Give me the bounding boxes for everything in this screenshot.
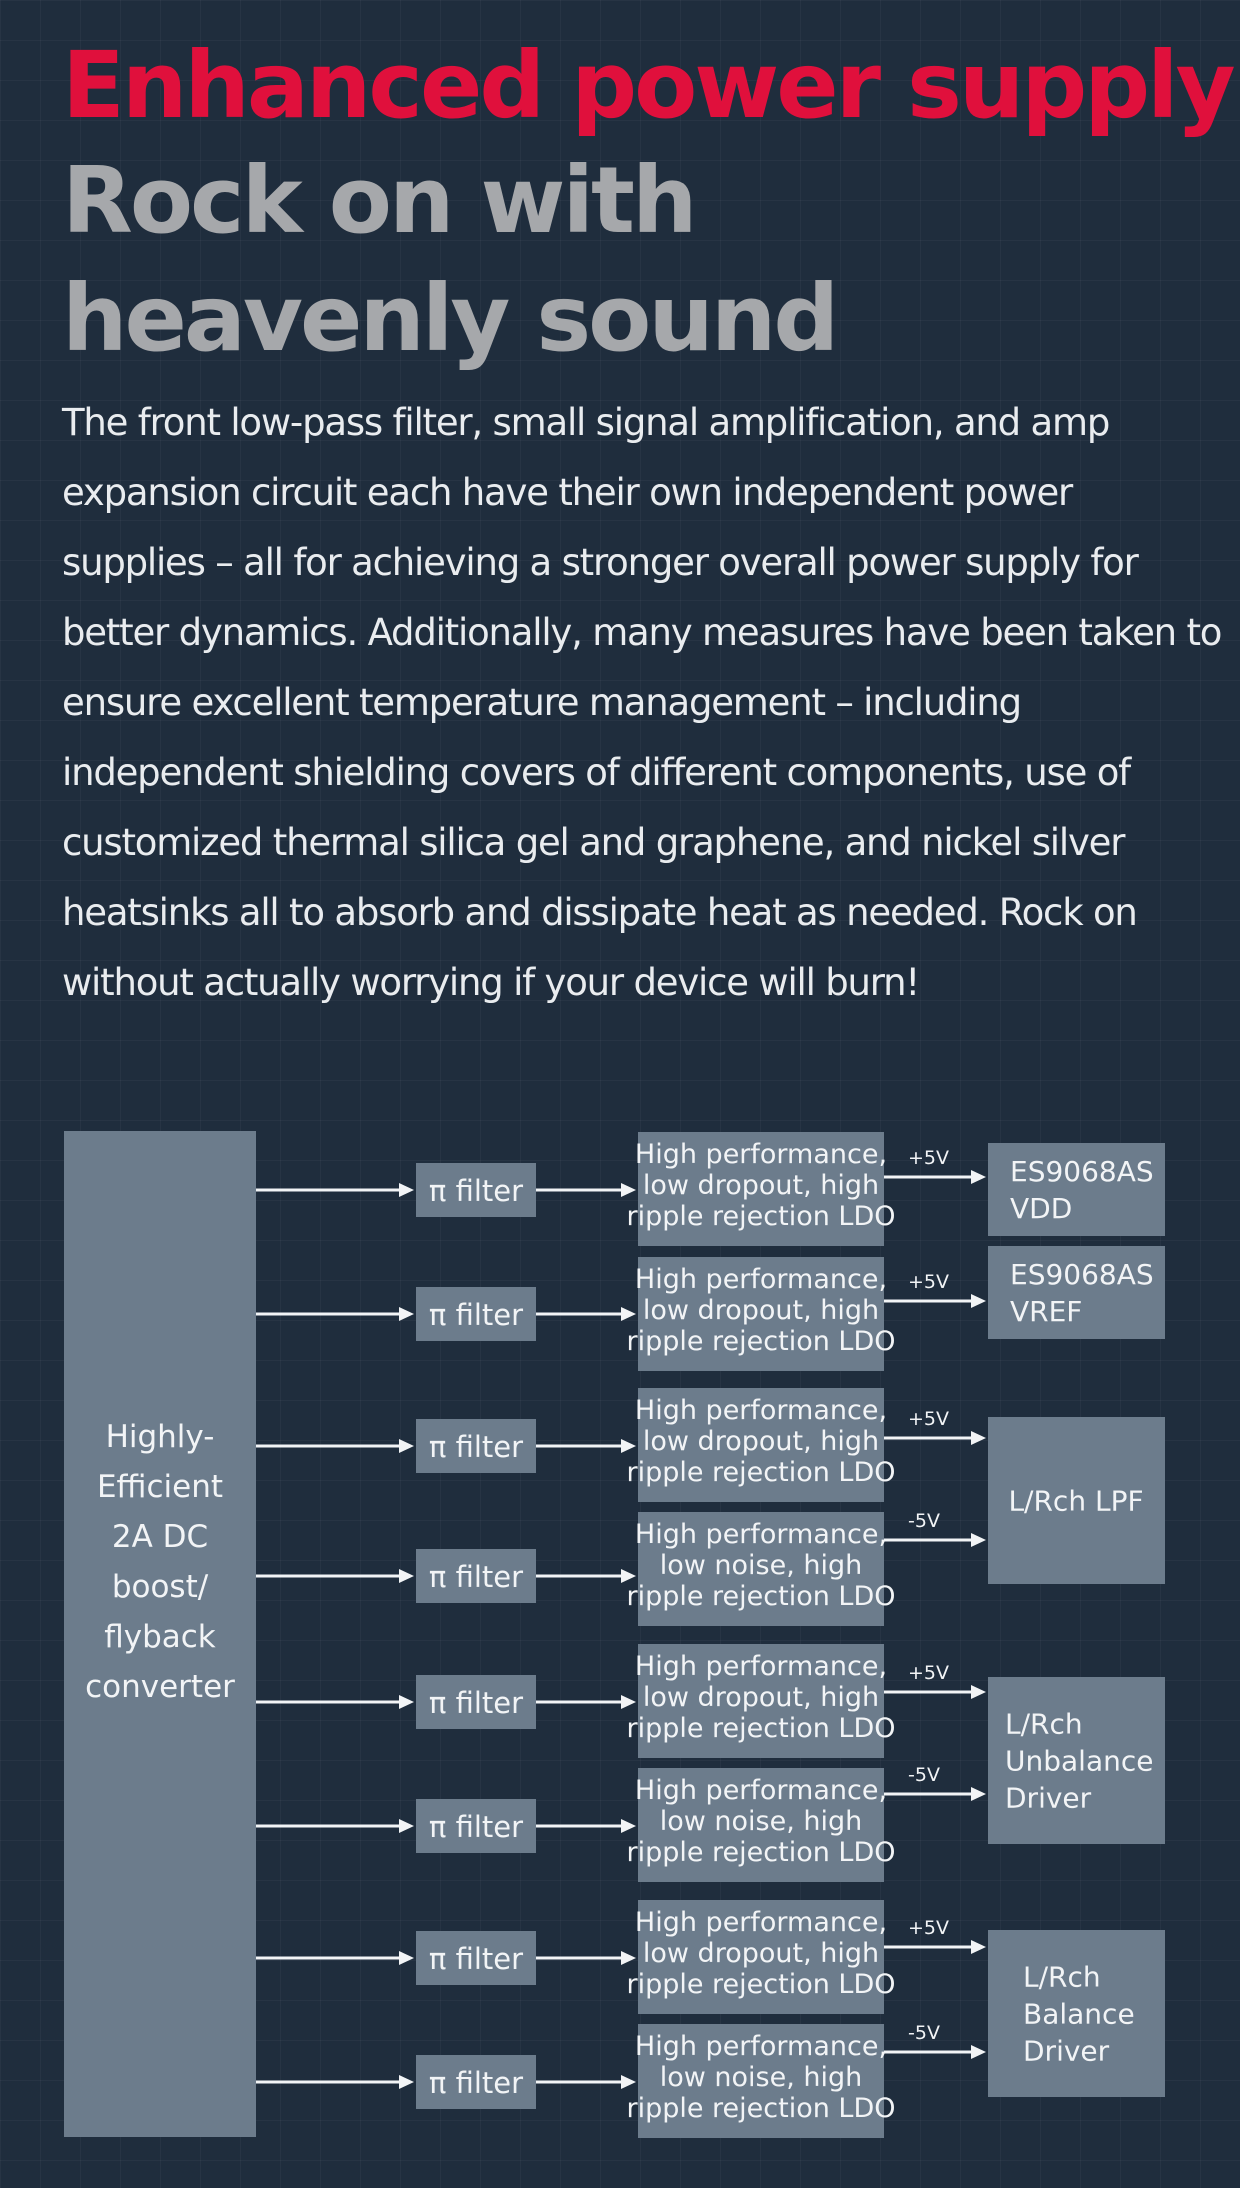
ldo-label-line: ripple rejection LDO	[626, 1457, 896, 1488]
ldo-label-line: low noise, high	[659, 1550, 863, 1581]
ldo-label-line: low dropout, high	[642, 1426, 880, 1457]
voltage-label: +5V	[908, 1271, 950, 1293]
arrow-to-target-5-head	[971, 1685, 986, 1699]
ldo-label-line: High performance,	[634, 1139, 888, 1170]
arrow-to-target-6-head	[971, 1787, 986, 1801]
ldo-label-line: low dropout, high	[642, 1295, 880, 1326]
arrow-to-target-3-head	[971, 1431, 986, 1445]
arrow-to-filter-8-head	[399, 2075, 414, 2089]
pi-filter-label: π filter	[428, 1686, 524, 1720]
arrow-to-ldo-8-head	[621, 2075, 636, 2089]
target-label-line: VDD	[1010, 1192, 1073, 1225]
page-subtitle: Rock on with heavenly sound	[62, 147, 837, 372]
converter-label-line: Efficient	[96, 1469, 224, 1505]
arrow-to-ldo-7-head	[621, 1951, 636, 1965]
pi-filter-label: π filter	[428, 2066, 524, 2100]
arrow-to-target-7-head	[971, 1940, 986, 1954]
voltage-label: +5V	[908, 1662, 950, 1684]
ldo-label-line: low dropout, high	[642, 1938, 880, 1969]
ldo-label	[626, 1264, 895, 1357]
arrow-to-target-2-head	[971, 1294, 986, 1308]
target-label-line: L/Rch LPF	[1008, 1484, 1144, 1518]
ldo-label-line: low noise, high	[659, 2062, 863, 2093]
page-title: Enhanced power supply	[62, 32, 1233, 139]
ldo-label-line: low dropout, high	[642, 1682, 880, 1713]
ldo-label	[626, 1395, 895, 1488]
ldo-label-line: High performance,	[634, 1519, 888, 1550]
target-label-line: Unbalance	[1005, 1744, 1154, 1778]
arrow-to-target-8-head	[971, 2045, 986, 2059]
voltage-label: -5V	[908, 1510, 940, 1532]
arrow-to-ldo-2-head	[621, 1307, 636, 1321]
pi-filter-label: π filter	[428, 1942, 524, 1976]
pi-filter-label: π filter	[428, 1810, 524, 1844]
pi-filter-label: π filter	[428, 1174, 524, 1208]
ldo-label	[626, 1139, 895, 1232]
ldo-label-line: High performance,	[634, 2031, 888, 2062]
ldo-label-line: ripple rejection LDO	[626, 1581, 896, 1612]
ldo-label-line: High performance,	[634, 1395, 888, 1426]
ldo-label-line: High performance,	[634, 1775, 888, 1806]
voltage-label: +5V	[908, 1917, 950, 1939]
ldo-label-line: High performance,	[634, 1907, 888, 1938]
ldo-label	[626, 1775, 895, 1868]
arrow-to-ldo-6-head	[621, 1819, 636, 1833]
converter-label-line: boost/	[111, 1569, 209, 1605]
target-label-line: L/Rch	[1023, 1960, 1101, 1994]
ldo-label-line: ripple rejection LDO	[626, 1837, 896, 1868]
converter-label-line: flyback	[104, 1619, 216, 1655]
voltage-label: -5V	[908, 2022, 940, 2044]
ldo-label-line: low dropout, high	[642, 1170, 880, 1201]
ldo-label-line: ripple rejection LDO	[626, 1201, 896, 1232]
target-label-line: VREF	[1010, 1295, 1083, 1328]
target-label-line: Balance	[1023, 1997, 1135, 2031]
arrow-to-ldo-3-head	[621, 1439, 636, 1453]
arrow-to-filter-5-head	[399, 1695, 414, 1709]
arrow-to-filter-4-head	[399, 1569, 414, 1583]
target-label-line: Driver	[1023, 2034, 1110, 2068]
description-text: The front low-pass filter, small signal amplification, and amp expansion circuit each have their own independent power supplies – all for achieving a stronger overall power supply for better dynamics. Additionally, many measures have been taken to ensure excellent temperature management – including independent shielding covers of different components, use of customized thermal silica gel and graphene, and nickel silver heatsinks all to absorb and dissipate heat as needed. Rock on without actually worrying if your device will burn!	[62, 401, 1222, 1004]
converter-label-line: converter	[85, 1669, 235, 1705]
ldo-label-line: low noise, high	[659, 1806, 863, 1837]
ldo-label-line: High performance,	[634, 1264, 888, 1295]
arrow-to-ldo-1-head	[621, 1183, 636, 1197]
target-label-line: ES9068AS	[1010, 1155, 1154, 1188]
pi-filter-label: π filter	[428, 1298, 524, 1332]
arrow-to-filter-2-head	[399, 1307, 414, 1321]
voltage-label: +5V	[908, 1408, 950, 1430]
arrow-to-ldo-5-head	[621, 1695, 636, 1709]
target-label-line: Driver	[1005, 1781, 1092, 1815]
arrow-to-filter-6-head	[399, 1819, 414, 1833]
pi-filter-label: π filter	[428, 1560, 524, 1594]
ldo-label-line: ripple rejection LDO	[626, 2093, 896, 2124]
target-label-line: L/Rch	[1005, 1707, 1083, 1741]
ldo-label	[626, 1651, 895, 1744]
converter-label-line: 2A DC	[111, 1519, 209, 1555]
target-label	[1008, 1485, 1143, 1518]
arrow-to-target-1-head	[971, 1170, 986, 1184]
target-label-line: ES9068AS	[1010, 1258, 1154, 1291]
ldo-label-line: High performance,	[634, 1651, 888, 1682]
ldo-label-line: ripple rejection LDO	[626, 1969, 896, 2000]
voltage-label: -5V	[908, 1764, 940, 1786]
arrow-to-target-4-head	[971, 1533, 986, 1547]
ldo-label	[626, 2031, 895, 2124]
arrow-to-filter-3-head	[399, 1439, 414, 1453]
voltage-label: +5V	[908, 1147, 950, 1169]
ldo-label	[626, 1907, 895, 2000]
ldo-label-line: ripple rejection LDO	[626, 1326, 896, 1357]
arrow-to-filter-7-head	[399, 1951, 414, 1965]
pi-filter-label: π filter	[428, 1430, 524, 1464]
ldo-label	[626, 1519, 895, 1612]
ldo-label-line: ripple rejection LDO	[626, 1713, 896, 1744]
converter-label-line: Highly-	[105, 1419, 215, 1455]
arrow-to-filter-1-head	[399, 1183, 414, 1197]
